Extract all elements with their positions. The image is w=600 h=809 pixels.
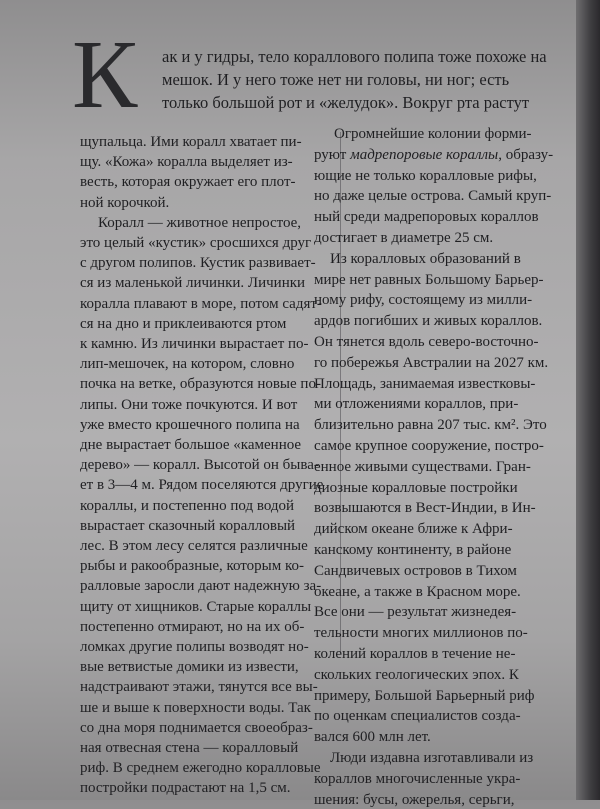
- left-col-line: почка на ветке, образуются новые по-: [80, 376, 321, 393]
- right-col-line: ми отложениями кораллов, при-: [314, 396, 519, 413]
- right-col-line: го побережья Австралии на 2027 км.: [314, 354, 549, 371]
- left-col-line: ся на дно и приклеиваются ртом: [80, 315, 287, 332]
- right-col-line: самое крупное сооружение, постро-: [314, 438, 544, 454]
- left-col-line: щиту от хищников. Старые кораллы: [80, 598, 312, 615]
- left-col-line: вые ветвистые домики из извести,: [80, 659, 299, 676]
- right-col-line: по оценкам специалистов созда-: [314, 708, 521, 725]
- right-col-line: Огромнейшие колонии форми-: [334, 126, 532, 142]
- right-col-line: енное живыми существами. Гран-: [314, 458, 531, 475]
- left-col-line: ная отвесная стена — коралловый: [80, 740, 299, 756]
- right-col-line: примеру, Большой Барьерный риф: [314, 687, 535, 704]
- intro-line: мешок. И у него тоже нет ни головы, ни ног; есть: [162, 70, 510, 89]
- right-col-line: Люди издавна изготавливали из: [330, 750, 534, 766]
- left-col-line: коралла плавают в море, потом садят-: [80, 295, 322, 312]
- left-col-line: рыбы и ракообразные, которым ко-: [80, 558, 305, 575]
- right-col-line: Он тянется вдоль северо-восточно-: [314, 334, 539, 350]
- right-col-line: канскому континенту, в районе: [314, 542, 512, 558]
- left-col-line: ся из маленькой личинки. Личинки: [80, 275, 306, 292]
- left-col-line: это целый «кустик» сросшихся друг: [80, 235, 312, 251]
- left-col-line: щу. «Кожа» коралла выделяет из-: [80, 154, 293, 171]
- right-col-line: кораллов многочисленные укра-: [314, 770, 521, 787]
- right-col-line: тельности многих миллионов по-: [314, 625, 528, 642]
- right-col-line: ному рифу, состоящему из милли-: [314, 292, 533, 309]
- right-col-line: шения: бусы, ожерелья, серьги,: [314, 791, 515, 808]
- left-col-line: щупальца. Ими коралл хватает пи-: [80, 134, 302, 150]
- left-col-line: со дна моря поднимается своеобраз-: [80, 719, 313, 736]
- left-col-line: дерево» — коралл. Высотой он быва-: [80, 457, 319, 474]
- right-col-line: мире нет равных Большому Барьер-: [314, 271, 544, 288]
- right-col-line: ющие не только коралловые рифы,: [314, 167, 537, 184]
- intro-line: ак и у гидры, тело кораллового полипа тоже похоже на: [162, 47, 547, 66]
- left-col-line: кораллы, и постепенно под водой: [80, 497, 295, 514]
- right-col-line: ный среди мадрепоровых кораллов: [314, 209, 539, 226]
- right-col-line: дийском океане ближе к Афри-: [314, 521, 513, 538]
- drop-cap-letter: К: [72, 21, 138, 129]
- left-col-line: ше и выше к поверхности воды. Так: [80, 699, 311, 716]
- right-col-line: ардов погибших и живых кораллов.: [314, 313, 543, 330]
- right-col-line: диозные коралловые постройки: [314, 479, 518, 496]
- right-col-line: возвышаются в Вест-Индии, в Ин-: [314, 500, 536, 517]
- left-col-line: к камню. Из личинки вырастает по-: [80, 336, 309, 352]
- left-col-line: весть, которая окружает его плот-: [80, 174, 296, 191]
- page-edge-shadow: [576, 0, 600, 800]
- left-col-line: с другом полипов. Кустик развивает-: [80, 255, 316, 272]
- left-col-line: надстраивают этажи, тянутся все вы-: [80, 679, 318, 696]
- book-page: [34, 14, 574, 808]
- left-col-line: ралловые заросли дают надежную за-: [80, 578, 322, 595]
- right-col-line: Сандвичевых островов в Тихом: [314, 562, 517, 579]
- left-col-line: дне вырастает большое «каменное: [80, 437, 302, 453]
- right-col-line: океане, а также в Красном море.: [314, 583, 521, 600]
- left-col-line: постройки подрастают на 1,5 см.: [80, 780, 291, 797]
- left-col-line: ломках другие полипы возводят но-: [80, 639, 309, 655]
- left-col-line: лес. В этом лесу селятся различные: [80, 538, 308, 554]
- right-col-line: руют мадрепоровые кораллы, образу-: [314, 146, 554, 163]
- right-col-line: Из коралловых образований в: [330, 250, 521, 267]
- left-col-line: вырастает сказочный коралловый: [80, 517, 296, 534]
- right-col-line: скольких геологических эпох. К: [314, 666, 519, 683]
- left-col-line: лип-мешочек, на котором, словно: [80, 356, 295, 373]
- right-col-line: Все они — результат жизнедея-: [314, 604, 517, 621]
- left-col-line: риф. В среднем ежегодно коралловые: [80, 760, 321, 777]
- left-col-line: уже вместо крошечного полипа на: [80, 416, 300, 433]
- left-col-line: ной корочкой.: [80, 194, 170, 211]
- intro-line: только большой рот и «желудок». Вокруг рта растут: [162, 93, 530, 112]
- left-col-line: липы. Они тоже почкуются. И вот: [80, 396, 298, 413]
- right-col-line: вался 600 млн лет.: [314, 729, 431, 746]
- right-col-line: достигает в диаметре 25 см.: [314, 230, 494, 246]
- left-col-line: постепенно отмирают, но на их об-: [80, 618, 305, 635]
- right-col-line: колений кораллов в течение не-: [314, 646, 516, 662]
- left-col-line: ет в 3—4 м. Рядом поселяются другие: [80, 477, 324, 494]
- right-col-line: близительно равна 207 тыс. км². Это: [314, 417, 547, 434]
- left-col-line: Коралл — животное непростое,: [98, 214, 302, 231]
- right-col-line: Площадь, занимаемая известковы-: [314, 375, 536, 392]
- right-col-line: но даже целые острова. Самый круп-: [314, 188, 552, 205]
